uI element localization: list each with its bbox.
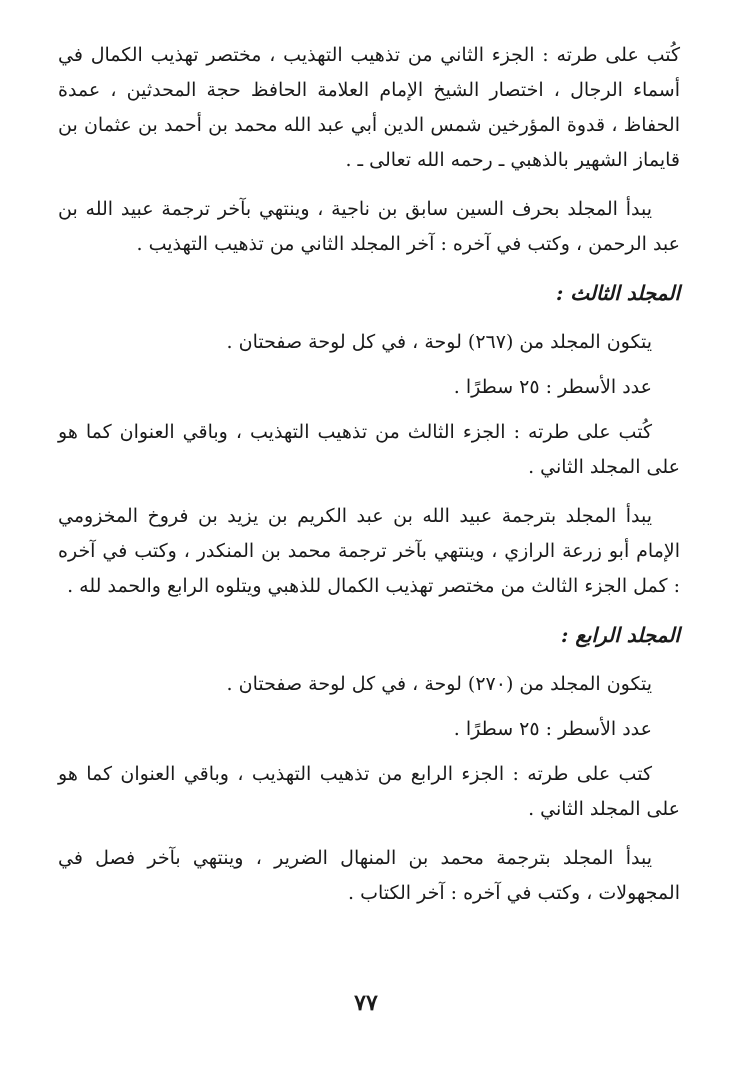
paragraph-volume4-range: يبدأ المجلد بترجمة محمد بن المنهال الضرير ، وينتهي بآخر فصل في المجهولات ، وكتب في آخره : آخر الكتاب . — [58, 847, 680, 904]
volume3-rows: عدد الأسطر : ٢٥ سطرًا . — [453, 376, 652, 398]
volume4-rows: عدد الأسطر : ٢٥ سطرًا . — [453, 718, 652, 740]
volume3-folios: يتكون المجلد من (٢٦٧) لوحة ، في كل لوحة صفحتان . — [226, 331, 652, 353]
paragraph-volume2-title: كُتب على طرته : الجزء الثاني من تذهيب التهذيب ، مختصر تهذيب الكمال في أسماء الرجال ، اختصار الشيخ الإمام العلامة الحافظ حجة المحدثين ، عمدة الحفاظ ، قدوة المؤرخين شمس الدين أبي عبد الله محمد بن أحمد بن عثمان بن قايماز الشهير بالذهبي ـ رحمه الله تعالى ـ . — [58, 44, 680, 171]
paragraph-volume3-range: يبدأ المجلد بترجمة عبيد الله بن عبد الكريم بن يزيد بن فروخ المخزومي الإمام أبو زرعة الرازي ، وينتهي بآخر ترجمة محمد بن المنكدر ، وكتب في آخره : كمل الجزء الثالث من مختصر تهذيب الكمال للذهبي ويتلوه الرابع والحمد لله . — [58, 505, 680, 597]
volume4-folios: يتكون المجلد من (٢٧٠) لوحة ، في كل لوحة صفحتان . — [226, 673, 652, 695]
heading-volume3: المجلد الثالث : — [555, 281, 680, 305]
paragraph-volume3-title: كُتب على طرته : الجزء الثالث من تذهيب التهذيب ، وباقي العنوان كما هو على المجلد الثاني . — [58, 421, 680, 478]
page-body — [58, 38, 680, 925]
paragraph-volume4-title: كتب على طرته : الجزء الرابع من تذهيب التهذيب ، وباقي العنوان كما هو على المجلد الثاني . — [58, 763, 680, 820]
paragraph-volume2-range: يبدأ المجلد بحرف السين سابق بن ناجية ، وينتهي بآخر ترجمة عبيد الله بن عبد الرحمن ، وكتب في آخره : آخر المجلد الثاني من تذهيب التهذيب . — [58, 198, 680, 255]
page-number: ٧٧ — [354, 990, 378, 1016]
heading-volume4: المجلد الرابع : — [560, 623, 680, 647]
